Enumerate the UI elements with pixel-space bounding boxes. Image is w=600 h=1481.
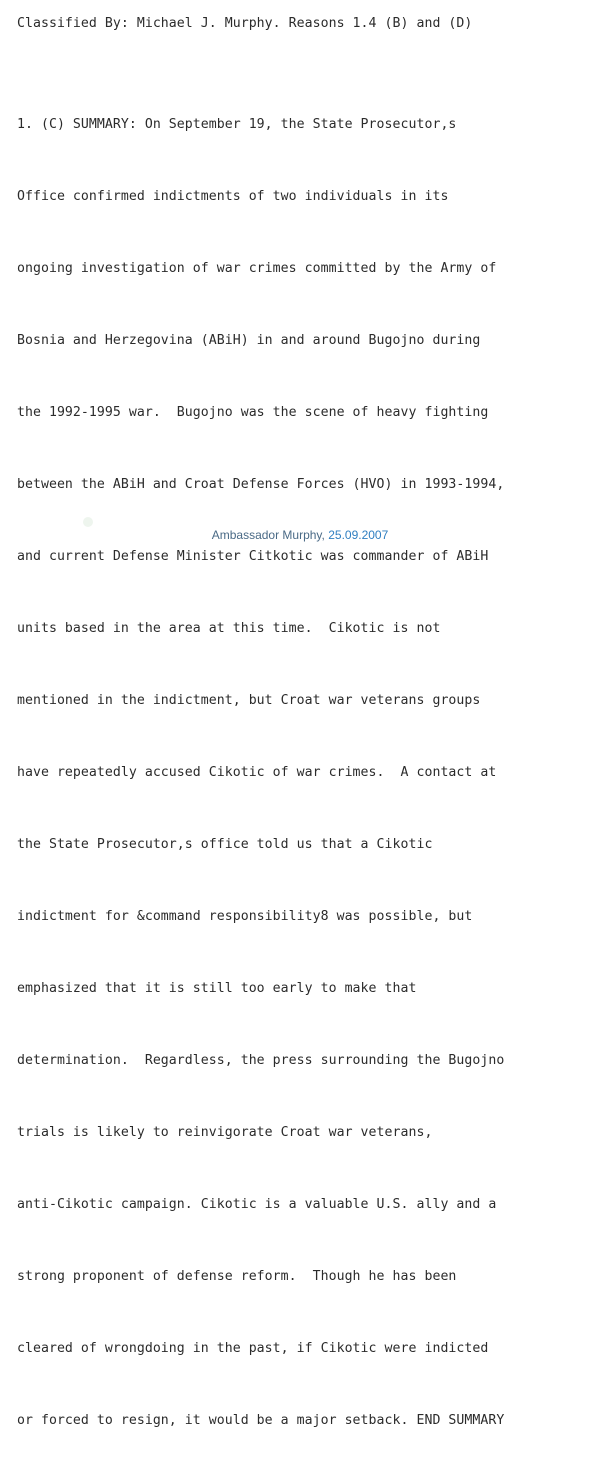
caption-separator: ,: [321, 528, 329, 542]
paragraph-line: the 1992-1995 war. Bugojno was the scene of heavy fighting: [17, 405, 489, 420]
caption-author[interactable]: Ambassador Murphy: [211, 528, 322, 542]
paragraph-line: and current Defense Minister Citkotic was commander of ABiH: [17, 549, 489, 564]
paragraph-line: the State Prosecutor,s office told us that a Cikotic: [17, 837, 433, 852]
attribution-caption: [0, 528, 600, 542]
paragraph-line: cleared of wrongdoing in the past, if Cikotic were indicted: [17, 1341, 489, 1356]
paragraph-line: indictment for &command responsibility8 was possible, but: [17, 909, 473, 924]
paragraph-line: between the ABiH and Croat Defense Forces (HVO) in 1993-1994,: [17, 477, 505, 492]
paragraph-line: determination. Regardless, the press surrounding the Bugojno: [17, 1053, 505, 1068]
paragraph-line: trials is likely to reinvigorate Croat war veterans,: [17, 1125, 433, 1140]
classification-line: Classified By: Michael J. Murphy. Reasons 1.4 (B) and (D): [17, 16, 473, 31]
paragraph-line: units based in the area at this time. Cikotic is not: [17, 621, 441, 636]
paragraph-line: strong proponent of defense reform. Though he has been: [17, 1269, 457, 1284]
paragraph-line: Bosnia and Herzegovina (ABiH) in and around Bugojno during: [17, 333, 481, 348]
paragraph-line: or forced to resign, it would be a major setback. END SUMMARY: [17, 1413, 505, 1428]
paragraph-line: emphasized that it is still too early to make that: [17, 981, 417, 996]
caption-date[interactable]: 25.09.2007: [328, 528, 389, 542]
paragraph-line: Office confirmed indictments of two individuals in its: [17, 189, 449, 204]
summary-paragraph: [17, 65, 504, 1481]
paragraph-line: have repeatedly accused Cikotic of war crimes. A contact at: [17, 765, 497, 780]
paragraph-line: anti-Cikotic campaign. Cikotic is a valuable U.S. ally and a: [17, 1197, 497, 1212]
paragraph-line: 1. (C) SUMMARY: On September 19, the State Prosecutor,s: [17, 117, 457, 132]
paragraph-line: mentioned in the indictment, but Croat war veterans groups: [17, 693, 481, 708]
paragraph-line: ongoing investigation of war crimes committed by the Army of: [17, 261, 497, 276]
